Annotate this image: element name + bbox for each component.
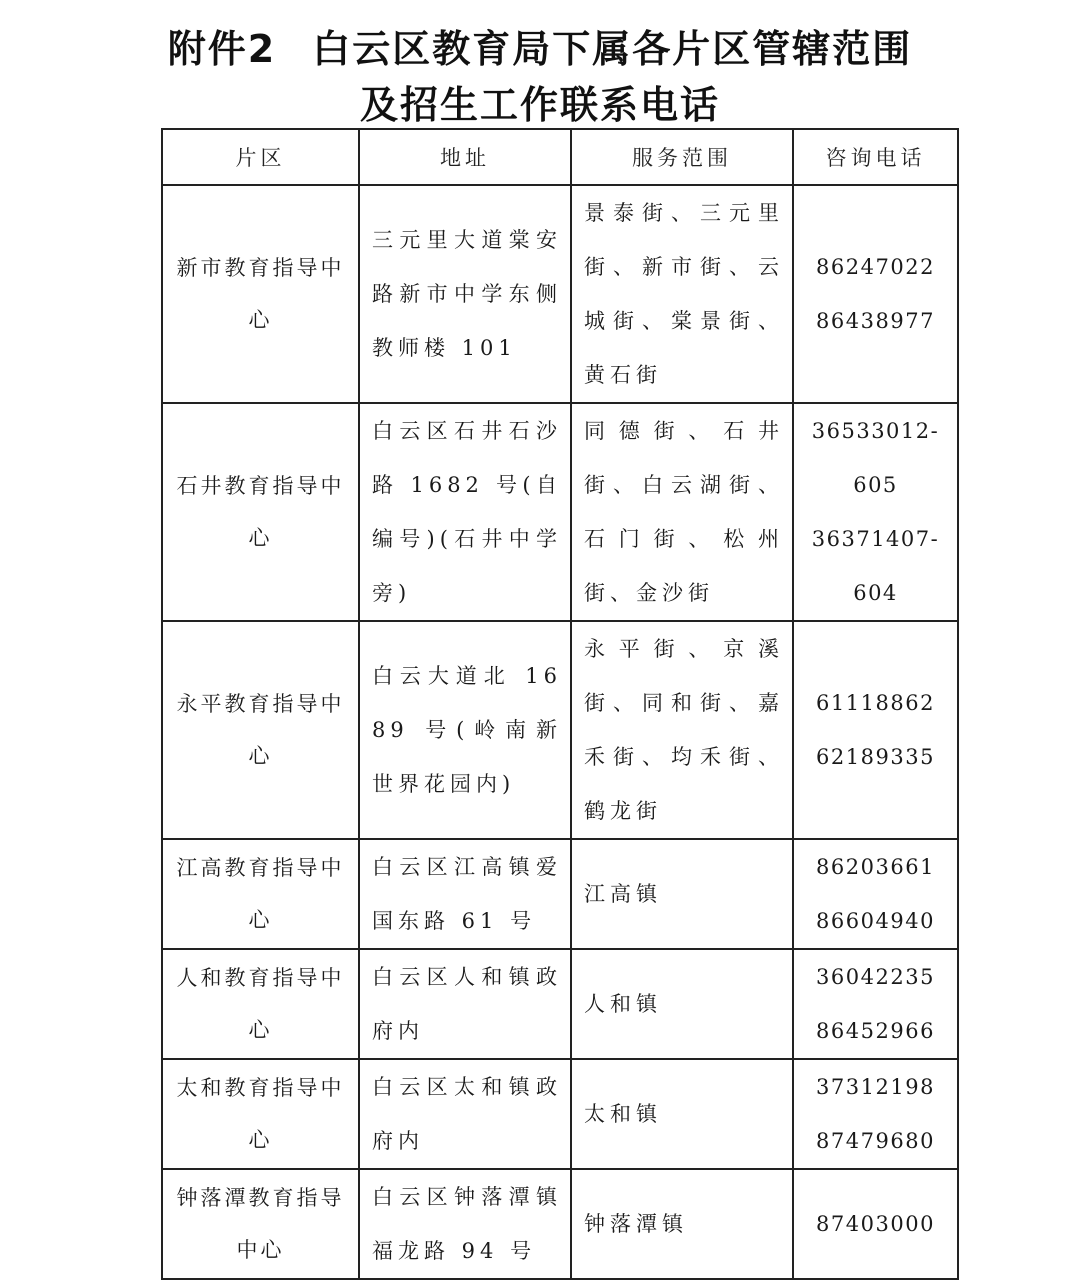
table-row xyxy=(162,839,958,949)
phone-number: 37312198 xyxy=(816,1075,935,1099)
phone-cell xyxy=(793,403,958,621)
phone-number: 62189335 xyxy=(816,745,935,769)
area-cell: 人和教育指导中心 xyxy=(162,949,359,1059)
header-area: 片区 xyxy=(162,129,359,185)
phone-number: 36371407-604 xyxy=(811,527,940,605)
table-row xyxy=(162,403,958,621)
table-row xyxy=(162,1169,958,1279)
table-row xyxy=(162,949,958,1059)
phone-number: 86604940 xyxy=(816,909,935,933)
phone-number: 86247022 xyxy=(816,255,935,279)
table-row xyxy=(162,185,958,403)
scope-cell: 人和镇 xyxy=(571,949,793,1059)
phone-cell xyxy=(793,621,958,839)
address-cell: 白云区石井石沙路 1682 号(自编号)(石井中学旁) xyxy=(359,403,571,621)
scope-cell: 太和镇 xyxy=(571,1059,793,1169)
phone-number: 87479680 xyxy=(816,1129,935,1153)
area-cell: 石井教育指导中心 xyxy=(162,403,359,621)
address-cell: 白云区钟落潭镇福龙路 94 号 xyxy=(359,1169,571,1279)
phone-cell xyxy=(793,1059,958,1169)
scope-cell: 景泰街、三元里街、新市街、云城街、棠景街、黄石街 xyxy=(571,185,793,403)
phone-number: 86203661 xyxy=(816,855,935,879)
district-contact-table xyxy=(161,128,959,1280)
title-main: 白云区教育局下属各片区管辖范围 xyxy=(312,27,913,71)
area-cell: 新市教育指导中心 xyxy=(162,185,359,403)
phone-number: 86438977 xyxy=(816,309,935,333)
page-subtitle: 及招生工作联系电话 xyxy=(359,83,720,127)
address-cell: 白云大道北 1689 号(岭南新世界花园内) xyxy=(359,621,571,839)
area-cell: 江高教育指导中心 xyxy=(162,839,359,949)
address-cell: 三元里大道棠安路新市中学东侧教师楼 101 xyxy=(359,185,571,403)
header-phone: 咨询电话 xyxy=(793,129,958,185)
address-cell: 白云区人和镇政府内 xyxy=(359,949,571,1059)
address-cell: 白云区太和镇政府内 xyxy=(359,1059,571,1169)
area-cell: 太和教育指导中心 xyxy=(162,1059,359,1169)
phone-number: 86452966 xyxy=(816,1019,935,1043)
page-title xyxy=(0,24,1080,74)
header-scope: 服务范围 xyxy=(571,129,793,185)
phone-number: 36533012-605 xyxy=(811,419,940,497)
area-cell: 永平教育指导中心 xyxy=(162,621,359,839)
header-address: 地址 xyxy=(359,129,571,185)
scope-cell: 钟落潭镇 xyxy=(571,1169,793,1279)
address-cell: 白云区江高镇爱国东路 61 号 xyxy=(359,839,571,949)
phone-number: 36042235 xyxy=(816,965,935,989)
table-row xyxy=(162,1059,958,1169)
phone-number: 61118862 xyxy=(816,691,935,715)
phone-number: 87403000 xyxy=(816,1212,935,1236)
scope-cell: 同德街、石井街、白云湖街、石门街、松州街、金沙街 xyxy=(571,403,793,621)
attachment-label: 附件2 xyxy=(167,27,277,71)
area-cell: 钟落潭教育指导中心 xyxy=(162,1169,359,1279)
scope-cell: 永平街、京溪街、同和街、嘉禾街、均禾街、鹤龙街 xyxy=(571,621,793,839)
phone-cell xyxy=(793,185,958,403)
phone-cell xyxy=(793,1169,958,1279)
scope-cell: 江高镇 xyxy=(571,839,793,949)
table-header-row xyxy=(162,129,958,185)
phone-cell xyxy=(793,839,958,949)
table-row xyxy=(162,621,958,839)
phone-cell xyxy=(793,949,958,1059)
